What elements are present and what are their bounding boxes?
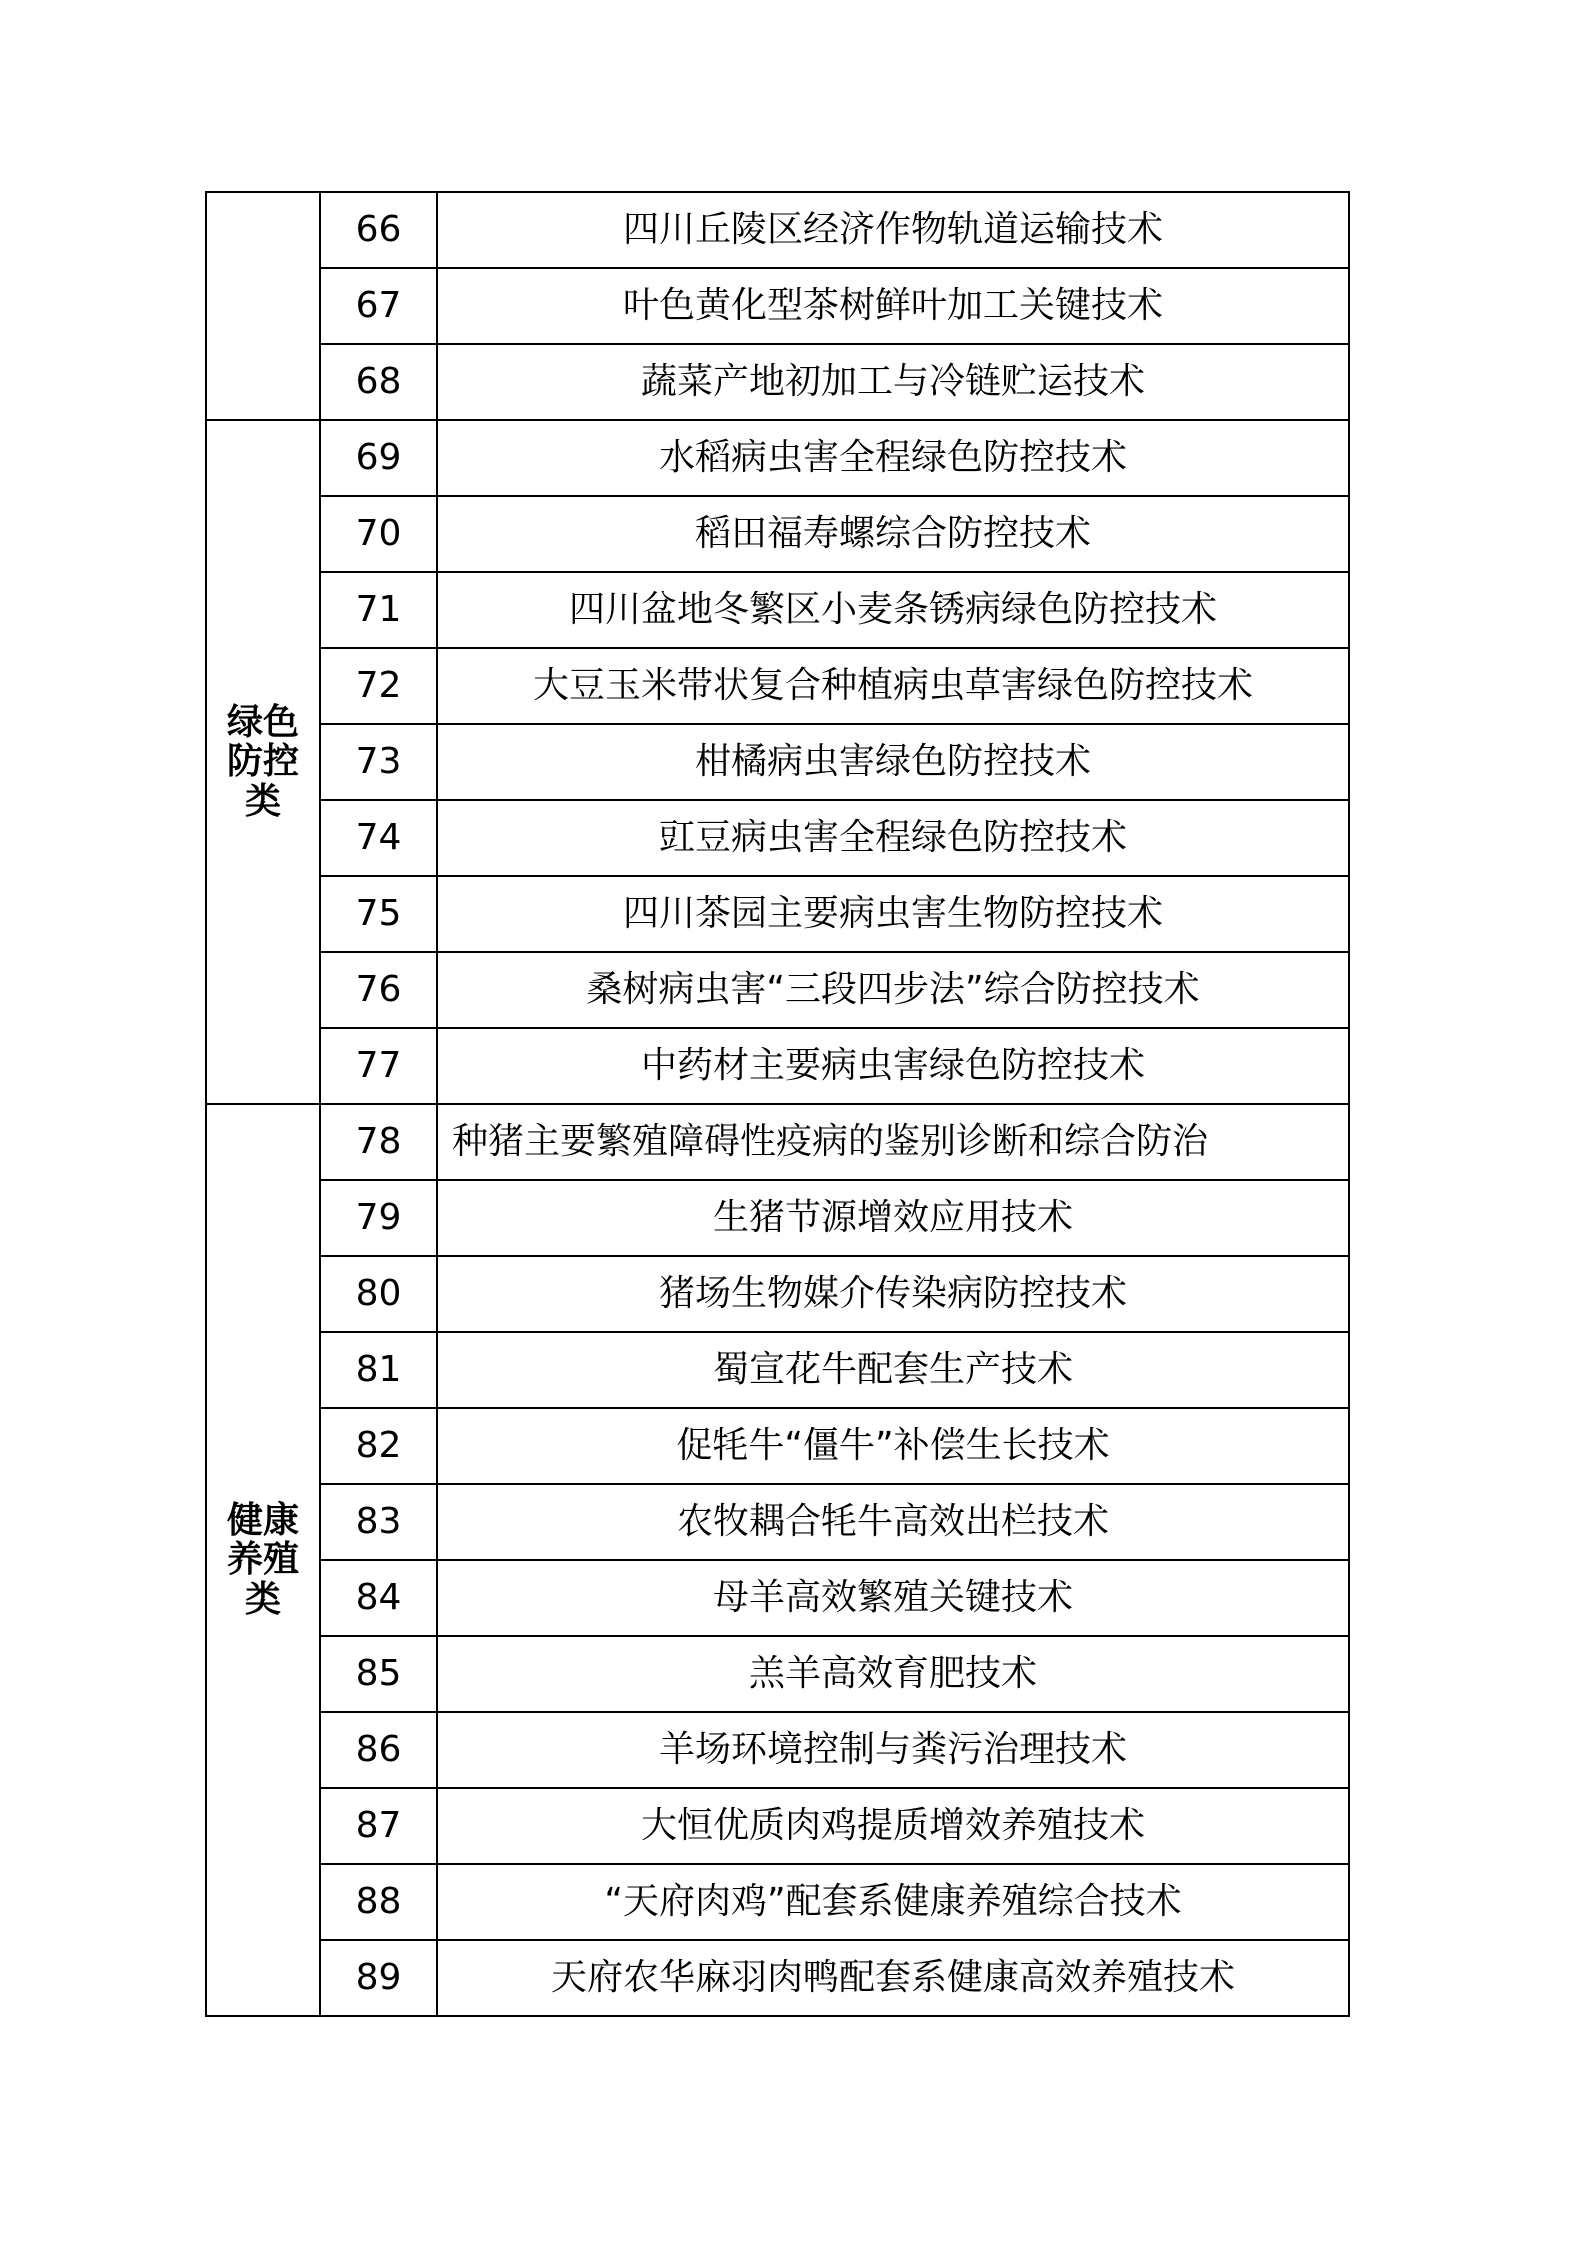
technology-name: 羔羊高效育肥技术 — [437, 1636, 1349, 1712]
technology-name: 种猪主要繁殖障碍性疫病的鉴别诊断和综合防治 — [437, 1104, 1349, 1180]
row-number: 80 — [320, 1256, 437, 1332]
technology-name: 羊场环境控制与粪污治理技术 — [437, 1712, 1349, 1788]
technology-name: 蜀宣花牛配套生产技术 — [437, 1332, 1349, 1408]
technology-name: 叶色黄化型茶树鲜叶加工关键技术 — [437, 268, 1349, 344]
row-number: 67 — [320, 268, 437, 344]
row-number: 75 — [320, 876, 437, 952]
table-row — [206, 1940, 1349, 2016]
row-number: 82 — [320, 1408, 437, 1484]
row-number: 69 — [320, 420, 437, 496]
table-row — [206, 952, 1349, 1028]
row-number: 85 — [320, 1636, 437, 1712]
row-number: 77 — [320, 1028, 437, 1104]
category-cell-empty — [206, 192, 320, 420]
table-row — [206, 572, 1349, 648]
technology-name: 桑树病虫害“三段四步法”综合防控技术 — [437, 952, 1349, 1028]
technology-name: 促牦牛“僵牛”补偿生长技术 — [437, 1408, 1349, 1484]
table-row — [206, 1560, 1349, 1636]
table-row — [206, 1028, 1349, 1104]
table-row — [206, 1104, 1349, 1180]
technology-name: 柑橘病虫害绿色防控技术 — [437, 724, 1349, 800]
technology-name: 四川盆地冬繁区小麦条锈病绿色防控技术 — [437, 572, 1349, 648]
technology-name: 大豆玉米带状复合种植病虫草害绿色防控技术 — [437, 648, 1349, 724]
row-number: 73 — [320, 724, 437, 800]
table-row — [206, 344, 1349, 420]
technology-name: 蔬菜产地初加工与冷链贮运技术 — [437, 344, 1349, 420]
row-number: 88 — [320, 1864, 437, 1940]
table-row — [206, 1408, 1349, 1484]
technology-name: “天府肉鸡”配套系健康养殖综合技术 — [437, 1864, 1349, 1940]
category-cell-green-control — [206, 420, 320, 1104]
technology-name: 母羊高效繁殖关键技术 — [437, 1560, 1349, 1636]
table-row — [206, 1636, 1349, 1712]
row-number: 72 — [320, 648, 437, 724]
row-number: 83 — [320, 1484, 437, 1560]
table-row — [206, 1712, 1349, 1788]
technology-name: 水稻病虫害全程绿色防控技术 — [437, 420, 1349, 496]
row-number: 84 — [320, 1560, 437, 1636]
category-label: 健康 养殖 类 — [226, 1499, 299, 1620]
technology-name: 农牧耦合牦牛高效出栏技术 — [437, 1484, 1349, 1560]
row-number: 71 — [320, 572, 437, 648]
row-number: 74 — [320, 800, 437, 876]
row-number: 79 — [320, 1180, 437, 1256]
row-number: 68 — [320, 344, 437, 420]
row-number: 87 — [320, 1788, 437, 1864]
technology-name: 猪场生物媒介传染病防控技术 — [437, 1256, 1349, 1332]
row-number: 89 — [320, 1940, 437, 2016]
table-row — [206, 1788, 1349, 1864]
technology-name: 豇豆病虫害全程绿色防控技术 — [437, 800, 1349, 876]
row-number: 86 — [320, 1712, 437, 1788]
category-cell-healthy-breeding — [206, 1104, 320, 2016]
table-row — [206, 192, 1349, 268]
category-label: 绿色 防控 类 — [226, 701, 299, 822]
table-row — [206, 1256, 1349, 1332]
table-row — [206, 1864, 1349, 1940]
table-row — [206, 876, 1349, 952]
table-row — [206, 800, 1349, 876]
row-number: 70 — [320, 496, 437, 572]
technology-name: 中药材主要病虫害绿色防控技术 — [437, 1028, 1349, 1104]
technology-name: 四川茶园主要病虫害生物防控技术 — [437, 876, 1349, 952]
technology-name: 稻田福寿螺综合防控技术 — [437, 496, 1349, 572]
technology-list-table — [205, 191, 1350, 2017]
table-row — [206, 724, 1349, 800]
technology-name: 四川丘陵区经济作物轨道运输技术 — [437, 192, 1349, 268]
row-number: 78 — [320, 1104, 437, 1180]
row-number: 81 — [320, 1332, 437, 1408]
row-number: 76 — [320, 952, 437, 1028]
table-row — [206, 1332, 1349, 1408]
table-row — [206, 648, 1349, 724]
row-number: 66 — [320, 192, 437, 268]
technology-name: 大恒优质肉鸡提质增效养殖技术 — [437, 1788, 1349, 1864]
table-row — [206, 1180, 1349, 1256]
technology-name: 生猪节源增效应用技术 — [437, 1180, 1349, 1256]
table-row — [206, 1484, 1349, 1560]
table-row — [206, 268, 1349, 344]
table-row — [206, 496, 1349, 572]
table-row — [206, 420, 1349, 496]
table-body — [206, 192, 1349, 2016]
technology-name: 天府农华麻羽肉鸭配套系健康高效养殖技术 — [437, 1940, 1349, 2016]
